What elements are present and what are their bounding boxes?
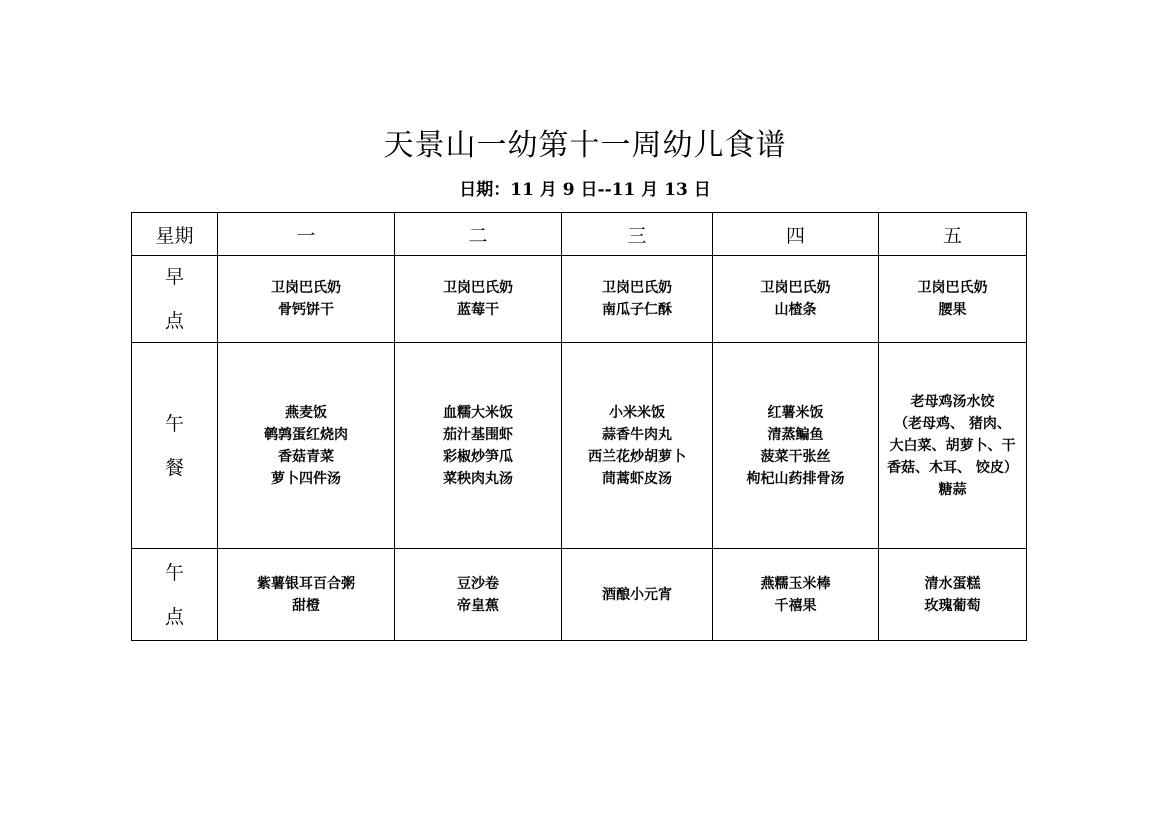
dish: 山楂条 xyxy=(774,302,817,318)
menu-cell-snack-mon xyxy=(218,549,395,641)
day-header-wed: 三 xyxy=(562,213,713,256)
row-label-top: 早 xyxy=(164,266,184,288)
dish: 蒜香牛肉丸 xyxy=(602,426,672,443)
dish: 酒酿小元宵 xyxy=(602,586,672,603)
dish: 蓝莓干 xyxy=(457,302,499,318)
dish: 腰果 xyxy=(938,302,967,318)
dish: 彩椒炒笋瓜 xyxy=(443,448,513,465)
dish: 萝卜四件汤 xyxy=(271,470,341,487)
dish: （老母鸡、 猪肉、 xyxy=(894,415,1011,432)
dish: 燕麦饭 xyxy=(285,404,327,421)
dish: 卫岗巴氏奶 xyxy=(760,280,831,296)
day-header-thu: 四 xyxy=(713,213,879,256)
row-label-lunch xyxy=(132,343,218,549)
dish: 红薯米饭 xyxy=(767,404,824,421)
menu-table xyxy=(131,212,1027,641)
row-label-breakfast xyxy=(132,256,218,343)
dish: 清蒸鳊鱼 xyxy=(767,426,824,443)
dish: 血糯大米饭 xyxy=(443,404,513,421)
row-label-bottom: 点 xyxy=(164,310,184,332)
day-header-mon: 一 xyxy=(218,213,395,256)
dish: 千禧果 xyxy=(774,597,817,614)
row-label-bottom: 点 xyxy=(164,605,184,628)
dish: 菠菜干张丝 xyxy=(760,448,831,465)
day-header-fri: 五 xyxy=(879,213,1027,256)
dish: 清水蛋糕 xyxy=(924,575,981,592)
row-label-afternoon-snack xyxy=(132,549,218,641)
dish: 南瓜子仁酥 xyxy=(602,302,672,318)
dish: 西兰花炒胡萝卜 xyxy=(588,448,686,465)
dish: 燕糯玉米棒 xyxy=(760,575,831,592)
menu-cell-breakfast-thu xyxy=(713,256,879,343)
menu-cell-lunch-mon xyxy=(218,343,395,549)
dish: 卫岗巴氏奶 xyxy=(602,280,672,296)
dish: 玫瑰葡萄 xyxy=(924,597,981,614)
afternoon-snack-row xyxy=(132,549,1027,641)
dish: 骨钙饼干 xyxy=(278,302,334,318)
dish: 卫岗巴氏奶 xyxy=(917,280,988,296)
day-header-tue: 二 xyxy=(395,213,562,256)
dish: 香菇、木耳、 饺皮） xyxy=(887,459,1018,476)
dish: 紫薯银耳百合粥 xyxy=(257,575,355,592)
dish: 甜橙 xyxy=(292,597,320,614)
dish: 卫岗巴氏奶 xyxy=(271,280,341,296)
menu-cell-snack-tue xyxy=(395,549,562,641)
header-row xyxy=(132,213,1027,256)
breakfast-row xyxy=(132,256,1027,343)
menu-cell-lunch-tue xyxy=(395,343,562,549)
dish: 卫岗巴氏奶 xyxy=(443,280,513,296)
row-label-bottom: 餐 xyxy=(164,456,184,479)
dish: 菜秧肉丸汤 xyxy=(443,470,513,487)
dish: 茄汁基围虾 xyxy=(443,426,513,443)
dish: 糖蒜 xyxy=(938,481,967,498)
dish: 茼蒿虾皮汤 xyxy=(602,470,672,487)
dish: 老母鸡汤水饺 xyxy=(910,393,995,410)
row-label-top: 午 xyxy=(164,412,184,435)
dish: 豆沙卷 xyxy=(457,575,499,592)
lunch-row xyxy=(132,343,1027,549)
menu-cell-breakfast-wed xyxy=(562,256,713,343)
menu-cell-breakfast-tue xyxy=(395,256,562,343)
menu-cell-lunch-fri xyxy=(879,343,1027,549)
date-range: 日期：11 月 9 日--11 月 13 日 xyxy=(459,180,711,200)
menu-cell-breakfast-mon xyxy=(218,256,395,343)
dish: 大白菜、胡萝卜、干 xyxy=(889,437,1016,454)
menu-cell-snack-wed xyxy=(562,549,713,641)
dish: 鹌鹑蛋红烧肉 xyxy=(264,426,348,443)
dish: 帝皇蕉 xyxy=(457,597,499,614)
weekday-corner-header: 星期 xyxy=(132,213,218,256)
row-label-top: 午 xyxy=(164,561,184,584)
menu-cell-lunch-thu xyxy=(713,343,879,549)
menu-cell-breakfast-fri xyxy=(879,256,1027,343)
menu-cell-lunch-wed xyxy=(562,343,713,549)
menu-cell-snack-thu xyxy=(713,549,879,641)
dish: 香菇青菜 xyxy=(278,448,334,465)
page-title: 天景山一幼第十一周幼儿食谱 xyxy=(383,128,787,163)
dish: 枸杞山药排骨汤 xyxy=(746,470,845,487)
menu-cell-snack-fri xyxy=(879,549,1027,641)
dish: 小米米饭 xyxy=(609,404,665,421)
